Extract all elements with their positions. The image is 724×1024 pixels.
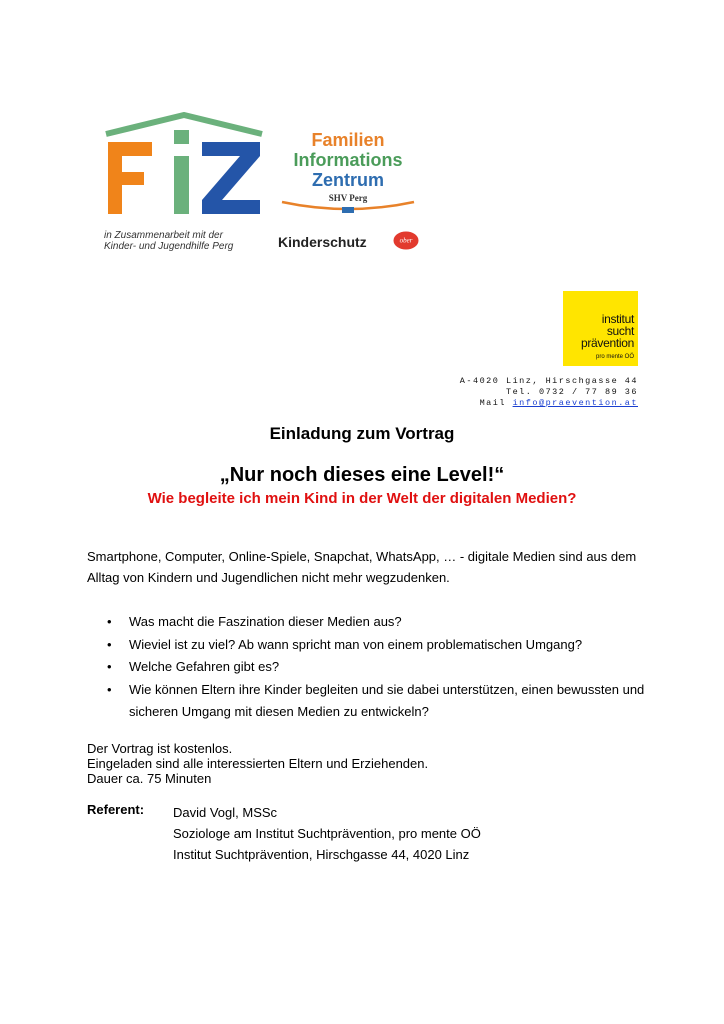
referent-address: Institut Suchtprävention, Hirschgasse 44, 4020 Linz — [173, 847, 470, 862]
list-item — [107, 679, 667, 724]
sucht-line: sucht — [606, 324, 634, 338]
institut-suchtpraevention-logo — [563, 291, 638, 366]
fiz-caption — [104, 230, 233, 252]
list-item-text: Wieviel ist zu viel? Ab wann spricht man von einem problematischen Umgang? — [129, 636, 583, 652]
familien-line: Familien — [311, 130, 385, 150]
audience-line: Eingeladen sind alle interessierten Eltern und Erziehenden. — [87, 756, 429, 771]
list-item — [107, 656, 667, 679]
fiz-caption-line2: Kinder- und Jugendhilfe Perg — [104, 241, 234, 252]
mail-line — [460, 398, 638, 409]
list-item — [107, 611, 667, 634]
list-item-text: Was macht die Faszination dieser Medien aus? — [129, 614, 402, 629]
event-info — [87, 741, 428, 786]
institut-logo-text — [581, 313, 634, 349]
duration-line: Dauer ca. 75 Minuten — [87, 771, 212, 786]
familien-informations-zentrum-logo — [276, 130, 420, 190]
list-item-text: Welche Gefahren gibt es? — [129, 659, 280, 674]
referent-name: David Vogl, MSSc — [173, 805, 278, 820]
ober-badge-text: ober — [399, 236, 413, 245]
shv-arc-icon — [280, 198, 416, 216]
list-item — [107, 634, 667, 657]
fiz-caption-line1: in Zusammenarbeit mit der — [104, 230, 223, 241]
list-item-text: Wie können Eltern ihre Kinder begleiten und sie dabei unterstützen, einen bewussten und sicheren Umgang mit diesen Medien zu entwickeln? — [129, 681, 645, 719]
address-line: A-4020 Linz, Hirschgasse 44 — [459, 376, 638, 386]
referent-role: Soziologe am Institut Suchtprävention, pro mente OÖ — [173, 826, 481, 841]
intro-paragraph: Smartphone, Computer, Online-Spiele, Snapchat, WhatsApp, … - digitale Medien sind aus dem Alltag von Kindern und Jugendlichen nicht mehr wegzudenken. — [87, 549, 637, 585]
fiz-logo — [104, 112, 264, 218]
phone-line: Tel. 0732 / 77 89 36 — [505, 387, 638, 397]
ober-badge-icon — [393, 231, 419, 250]
shv-perg-label: SHV Perg — [328, 193, 368, 203]
headline: „Nur noch dieses eine Level!“ — [219, 464, 505, 486]
bullet-icon: • — [107, 636, 112, 652]
question-list — [107, 611, 667, 724]
mail-label: Mail — [479, 398, 506, 408]
bullet-icon: • — [107, 614, 112, 629]
cost-line: Der Vortrag ist kostenlos. — [87, 741, 233, 756]
bullet-icon: • — [107, 659, 112, 674]
kinderschutz-label: Kinderschutz — [278, 234, 367, 250]
praevention-line: prävention — [580, 336, 634, 350]
bullet-icon: • — [107, 681, 112, 697]
referent-label: Referent: — [87, 802, 145, 817]
institut-line: institut — [601, 312, 634, 326]
mail-link[interactable]: info@praevention.at — [512, 398, 638, 408]
zentrum-line: Zentrum — [312, 170, 384, 190]
pro-mente-label: pro mente OÖ — [595, 354, 634, 360]
subheadline: Wie begleite ich mein Kind in der Welt der digitalen Medien? — [147, 490, 577, 507]
address-block — [460, 376, 638, 409]
referent-details — [173, 802, 481, 865]
invite-title: Einladung zum Vortrag — [269, 424, 455, 443]
informations-line: Informations — [293, 150, 403, 170]
